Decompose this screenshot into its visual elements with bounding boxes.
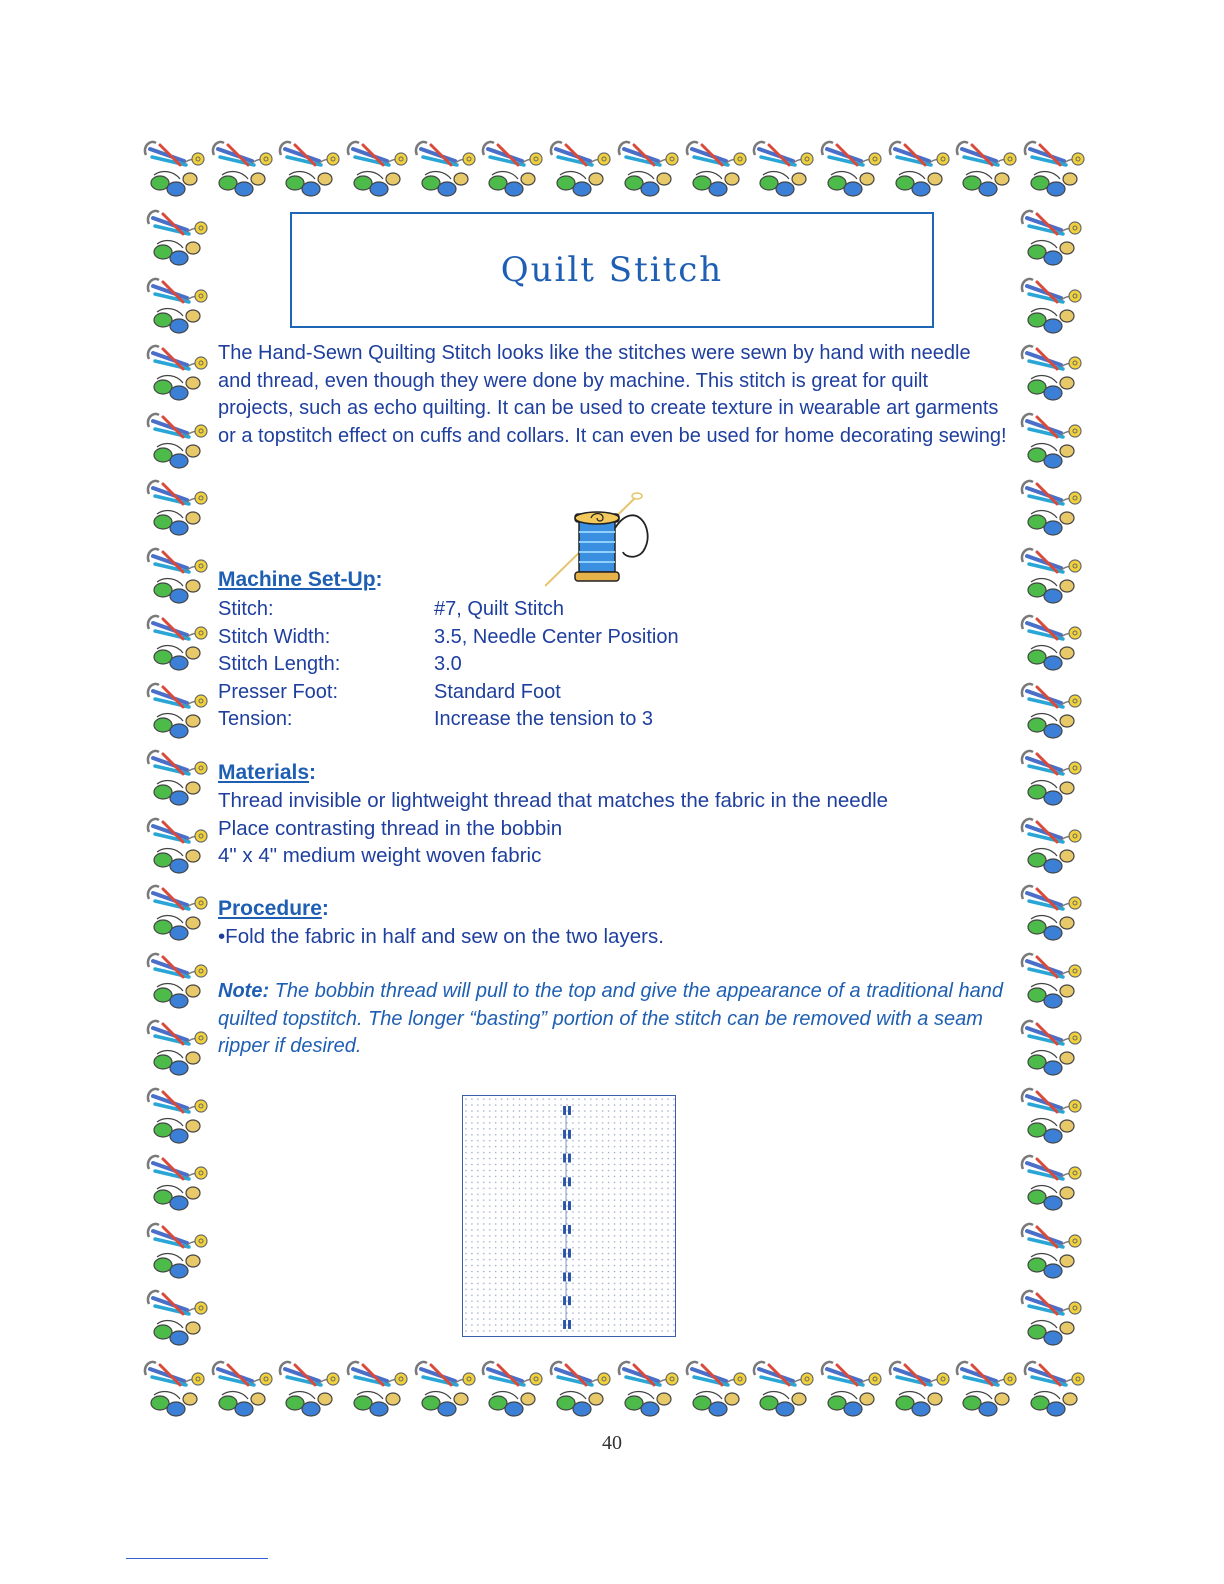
footnote-divider bbox=[126, 1558, 268, 1559]
materials-heading: Materials: bbox=[218, 761, 317, 784]
sewing-motif-icon bbox=[817, 135, 883, 201]
setup-label: Presser Foot: bbox=[218, 680, 339, 703]
sewing-motif-icon bbox=[143, 744, 209, 810]
sewing-motif-icon bbox=[614, 1355, 680, 1421]
list-item: Place contrasting thread in the bobbin bbox=[218, 816, 563, 840]
sewing-motif-icon bbox=[143, 1082, 209, 1148]
sewing-motif-icon bbox=[143, 947, 209, 1013]
note-label: Note: bbox=[218, 980, 270, 1002]
procedure-list bbox=[218, 923, 1018, 951]
sewing-motif-icon bbox=[143, 542, 209, 608]
sewing-motif-icon bbox=[1017, 879, 1083, 945]
setup-value: Increase the tension to 3 bbox=[434, 708, 654, 730]
list-item: •Fold the fabric in half and sew on the two layers. bbox=[218, 925, 664, 948]
list-item: 4" x 4" medium weight woven fabric bbox=[218, 844, 542, 867]
sewing-motif-icon bbox=[885, 1355, 951, 1421]
note-text: The bobbin thread will pull to the top and give the appearance of a traditional hand quilted topstitch. The longer “basting” portion of the stitch can be removed with a seam ripper if desired. bbox=[218, 980, 1003, 1057]
sewing-motif-icon bbox=[411, 135, 477, 201]
sewing-motif-icon bbox=[1017, 1284, 1083, 1350]
procedure-heading: Procedure: bbox=[218, 897, 329, 920]
sewing-motif-icon bbox=[682, 1355, 748, 1421]
sewing-motif-icon bbox=[546, 135, 612, 201]
setup-value: Standard Foot bbox=[434, 680, 561, 703]
sewing-motif-icon bbox=[143, 474, 209, 540]
sewing-motif-icon bbox=[275, 1355, 341, 1421]
sewing-motif-icon bbox=[749, 1355, 815, 1421]
stitch-sample-image bbox=[462, 1095, 676, 1337]
sewing-motif-icon bbox=[1017, 609, 1083, 675]
sewing-motif-icon bbox=[411, 1355, 477, 1421]
sewing-motif-icon bbox=[1017, 204, 1083, 270]
sewing-motif-icon bbox=[143, 1217, 209, 1283]
sewing-motif-icon bbox=[143, 339, 209, 405]
sewing-motif-icon bbox=[143, 272, 209, 338]
sewing-motif-icon bbox=[143, 204, 209, 270]
materials-list bbox=[218, 787, 1018, 870]
bottom-border bbox=[140, 1352, 1086, 1424]
setup-value: 3.5, Needle Center Position bbox=[434, 625, 679, 648]
sewing-motif-icon bbox=[140, 1355, 206, 1421]
sewing-motif-icon bbox=[1020, 1355, 1086, 1421]
title-box bbox=[290, 212, 934, 328]
sewing-motif-icon bbox=[1017, 1014, 1083, 1080]
note-paragraph bbox=[218, 978, 1018, 1061]
thread-spool-icon bbox=[545, 488, 660, 588]
sewing-motif-icon bbox=[1017, 542, 1083, 608]
setup-row bbox=[218, 651, 918, 679]
sewing-motif-icon bbox=[208, 1355, 274, 1421]
sewing-motif-icon bbox=[478, 1355, 544, 1421]
sewing-motif-icon bbox=[817, 1355, 883, 1421]
right-border bbox=[1014, 204, 1086, 1350]
sewing-motif-icon bbox=[1017, 744, 1083, 810]
sewing-motif-icon bbox=[143, 407, 209, 473]
setup-label: Tension: bbox=[218, 708, 293, 730]
page-title: Quilt Stitch bbox=[500, 250, 724, 290]
sewing-motif-icon bbox=[749, 135, 815, 201]
sewing-motif-icon bbox=[140, 135, 206, 201]
setup-label: Stitch Length: bbox=[218, 653, 341, 675]
sewing-motif-icon bbox=[952, 135, 1018, 201]
sewing-motif-icon bbox=[1017, 339, 1083, 405]
setup-value: 3.0 bbox=[434, 653, 462, 675]
list-item: Thread invisible or lightweight thread that matches the fabric in the needle bbox=[218, 789, 889, 812]
sewing-motif-icon bbox=[143, 1284, 209, 1350]
sewing-motif-icon bbox=[1017, 1149, 1083, 1215]
sewing-motif-icon bbox=[1017, 1217, 1083, 1283]
sewing-motif-icon bbox=[1017, 272, 1083, 338]
sewing-motif-icon bbox=[1017, 407, 1083, 473]
sewing-motif-icon bbox=[143, 812, 209, 878]
sewing-motif-icon bbox=[1017, 947, 1083, 1013]
sewing-motif-icon bbox=[143, 677, 209, 743]
page-number: 40 bbox=[602, 1432, 622, 1454]
left-border bbox=[140, 204, 212, 1350]
sewing-motif-icon bbox=[952, 1355, 1018, 1421]
setup-row bbox=[218, 596, 918, 624]
sewing-motif-icon bbox=[143, 609, 209, 675]
sewing-motif-icon bbox=[1017, 474, 1083, 540]
machine-setup-table bbox=[218, 596, 918, 734]
sewing-motif-icon bbox=[143, 879, 209, 945]
setup-row bbox=[218, 624, 918, 652]
sewing-motif-icon bbox=[1020, 135, 1086, 201]
sewing-motif-icon bbox=[1017, 812, 1083, 878]
sewing-motif-icon bbox=[478, 135, 544, 201]
sewing-motif-icon bbox=[208, 135, 274, 201]
setup-label: Stitch Width: bbox=[218, 625, 331, 648]
sewing-motif-icon bbox=[143, 1149, 209, 1215]
sewing-motif-icon bbox=[1017, 677, 1083, 743]
sewing-motif-icon bbox=[343, 1355, 409, 1421]
setup-label: Stitch: bbox=[218, 598, 274, 620]
sewing-motif-icon bbox=[1017, 1082, 1083, 1148]
setup-row bbox=[218, 706, 918, 734]
sewing-motif-icon bbox=[343, 135, 409, 201]
setup-value: #7, Quilt Stitch bbox=[434, 598, 565, 620]
machine-setup-heading: Machine Set-Up: bbox=[218, 568, 383, 591]
intro-paragraph: The Hand-Sewn Quilting Stitch looks like the stitches were sewn by hand with needle and thread, even though they were done by machine. This stitch is great for quilt projects, such as echo quilting. It can be used to create texture in wearable art garments or a topstitch effect on cuffs and collars. It can even be used for home decorating sewing! bbox=[218, 342, 1007, 447]
setup-row bbox=[218, 679, 918, 707]
sewing-motif-icon bbox=[546, 1355, 612, 1421]
top-border bbox=[140, 132, 1086, 204]
sewing-motif-icon bbox=[885, 135, 951, 201]
sewing-motif-icon bbox=[614, 135, 680, 201]
sewing-motif-icon bbox=[682, 135, 748, 201]
sewing-motif-icon bbox=[143, 1014, 209, 1080]
sewing-motif-icon bbox=[275, 135, 341, 201]
